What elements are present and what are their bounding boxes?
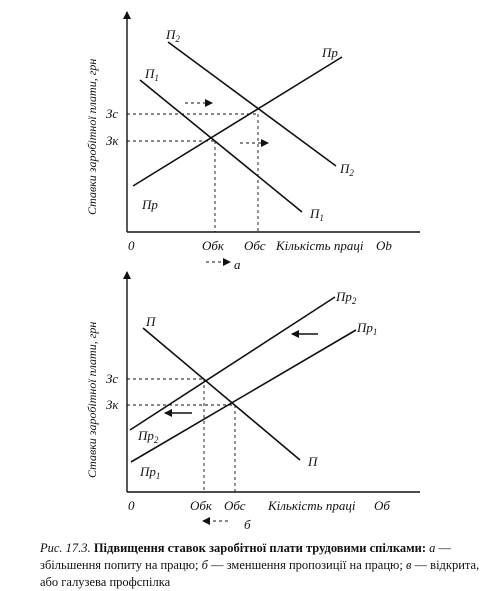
panel-a-tick-obc: Обс — [244, 238, 266, 253]
panel-a-label-supply-bottom: Пр — [142, 197, 158, 212]
panel-a-y-axis-label: Ставки заробітної плати, грн — [85, 58, 99, 215]
panel-b-supply-1 — [131, 330, 356, 462]
panel-a-x-axis-end: Ob — [376, 238, 392, 253]
panel-a-supply — [133, 57, 342, 186]
panel-a-label-demand-2: $П_2$ — [166, 27, 180, 44]
panel-a-label-demand-1: $П_1$ — [145, 66, 159, 83]
panel-b-supply-2 — [130, 297, 335, 430]
panel-b-tick-obk: Обк — [190, 498, 213, 513]
caption-item-b-text: — зменшення пропозиції на працю; — [207, 558, 406, 572]
panel-b-demand — [143, 328, 300, 460]
caption-title: Підвищення ставок заробітної плати трудовими спілками: — [93, 541, 426, 555]
panel-a-tick-zk: Зк — [106, 133, 119, 148]
panel-a-demand-2 — [168, 42, 336, 166]
caption-item-a-letter: а — [429, 541, 436, 555]
panel-a-label-demand-1-end: $П_1$ — [310, 206, 324, 223]
panel-b-label-supply-2-bottom: $Пр_2$ — [138, 428, 159, 445]
panel-b-x-axis-end: Об — [374, 498, 390, 513]
panel-b-origin: 0 — [128, 498, 135, 513]
caption-fig-number: Рис. 17.3. — [40, 541, 91, 555]
panel-b-label-supply-2-top: $Пр_2$ — [336, 289, 357, 306]
panel-b-tick-obc: Обс — [224, 498, 246, 513]
panel-a-origin: 0 — [128, 238, 135, 253]
panel-a-x-axis-label: Кількість праці — [276, 238, 364, 253]
panel-b-label-demand-top: П — [146, 314, 156, 329]
panel-b — [85, 272, 420, 532]
panel-a-tick-obk: Обк — [202, 238, 225, 253]
panel-a — [85, 12, 420, 272]
caption-item-c-text: — відкрита, або галузева профспілка — [40, 558, 480, 589]
figure-caption — [40, 540, 490, 591]
panel-b-tick-zk: Зк — [106, 397, 119, 412]
caption-item-b-letter: б — [201, 558, 208, 572]
panel-a-label-demand-2-end: $П_2$ — [340, 161, 354, 178]
panel-a-demand-1 — [140, 80, 302, 212]
panel-a-tick-zs: Зс — [106, 106, 119, 121]
panel-a-letter: а — [234, 257, 241, 272]
panel-b-tick-zs: Зс — [106, 371, 119, 386]
panel-b-label-demand-bottom: П — [308, 454, 318, 469]
panel-b-letter: б — [244, 517, 251, 532]
caption-item-c-letter: в — [405, 558, 412, 572]
panel-b-label-supply-1-top: $Пр_1$ — [357, 320, 378, 337]
panel-a-label-supply-top: Пр — [322, 45, 338, 60]
panel-b-x-axis-label: Кількість праці — [268, 498, 356, 513]
panel-b-y-axis-label: Ставки заробітної плати, грн — [85, 321, 99, 478]
panel-b-label-supply-1-bottom: $Пр_1$ — [140, 464, 161, 481]
caption-item-a-text: — збільшення попиту на працю; — [40, 541, 451, 572]
